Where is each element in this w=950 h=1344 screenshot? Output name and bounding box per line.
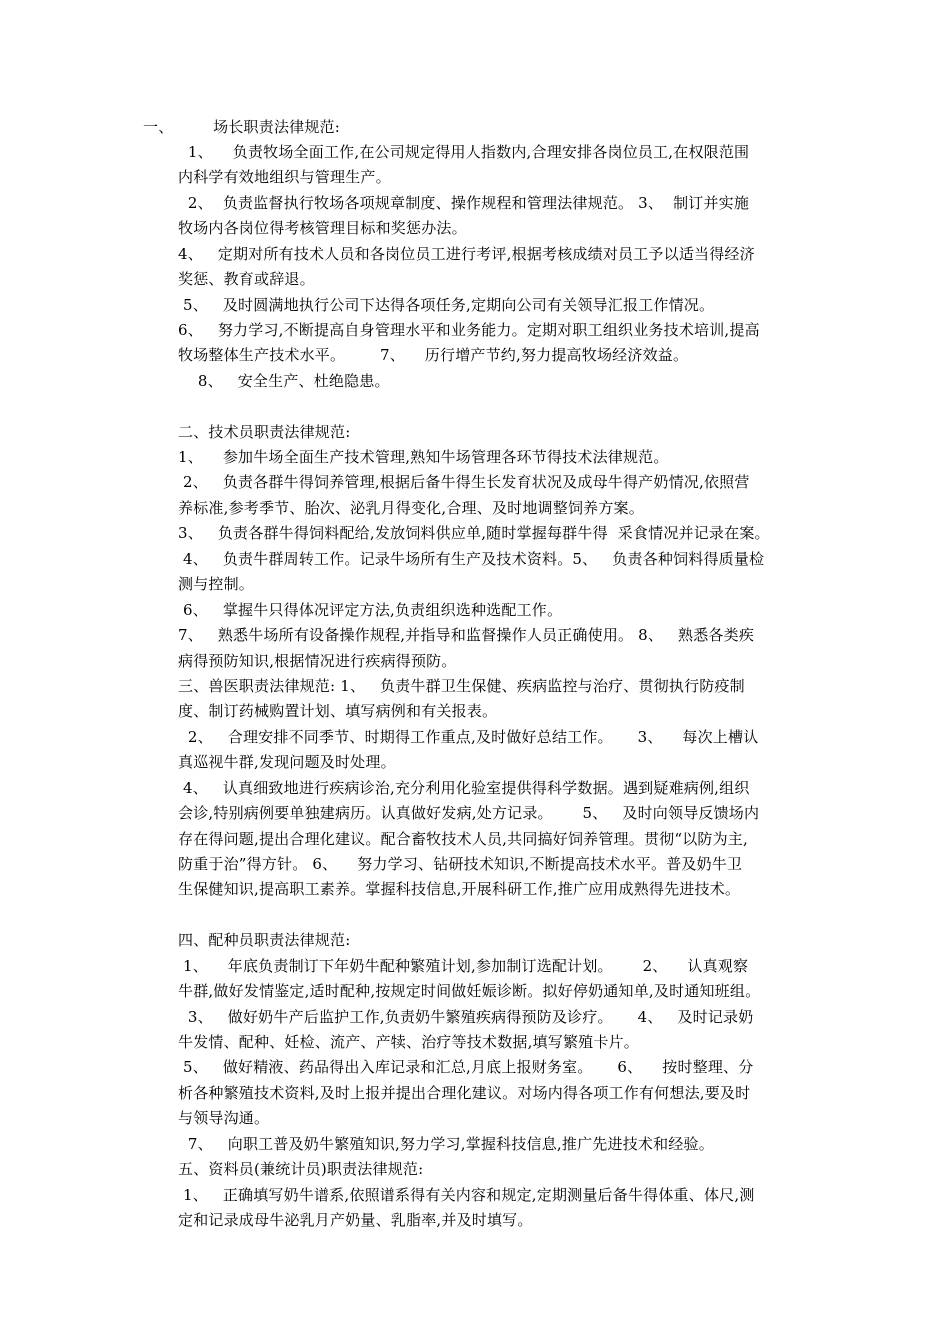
text-line: 4、 定期对所有技术人员和各岗位员工进行考评,根据考核成绩对员工予以适当得经济 xyxy=(178,245,755,263)
text-line: 牛发情、配种、妊检、流产、产犊、治疗等技术数据,填写繁殖卡片。 xyxy=(178,1033,639,1051)
text-line: 五、资料员(兼统计员)职责法律规范: xyxy=(178,1160,424,1178)
text-line: 1、 年底负责制订下年奶牛配种繁殖计划,参加制订选配计划。 2、 认真观察 xyxy=(178,957,749,975)
text-line: 1、 负责牧场全面工作,在公司规定得用人指数内,合理安排各岗位员工,在权限范围 xyxy=(178,143,750,161)
text-line: 2、 负责监督执行牧场各项规章制度、操作规程和管理法律规范。 3、 制订并实施 xyxy=(178,194,750,212)
text-line: 5、 做好精液、药品得出入库记录和汇总,月底上报财务室。 6、 按时整理、分 xyxy=(178,1058,754,1076)
text-line: 定和记录成母牛泌乳月产奶量、乳脂率,并及时填写。 xyxy=(178,1211,533,1229)
text-line: 牛群,做好发情鉴定,适时配种,按规定时间做妊娠诊断。拟好停奶通知单,及时通知班组。 xyxy=(178,982,761,1000)
text-line: 7、 熟悉牛场所有设备操作规程,并指导和监督操作人员正确使用。 8、 熟悉各类疾 xyxy=(178,626,755,644)
text-line: 6、 努力学习,不断提高自身管理水平和业务能力。定期对职工组织业务技术培训,提高 xyxy=(178,321,760,339)
text-line: 7、 向职工普及奶牛繁殖知识,努力学习,掌握科技信息,推广先进技术和经验。 xyxy=(178,1135,714,1153)
text-line: 存在得问题,提出合理化建议。配合畜牧技术人员,共同搞好饲养管理。贯彻“以防为主, xyxy=(178,830,748,848)
text-line: 牧场内各岗位得考核管理目标和奖惩办法。 xyxy=(178,219,467,237)
text-line: 内科学有效地组织与管理生产。 xyxy=(178,168,391,186)
text-line: 6、 掌握牛只得体况评定方法,负责组织选种选配工作。 xyxy=(178,601,563,619)
text-line: 2、 合理安排不同季节、时期得工作重点,及时做好总结工作。 3、 每次上槽认 xyxy=(178,728,759,746)
text-line: 病得预防知识,根据情况进行疾病得预防。 xyxy=(178,652,457,670)
text-line: 牧场整体生产技术水平。 7、 历行增产节约,努力提高牧场经济效益。 xyxy=(178,346,689,364)
text-line: 养标准,参考季节、胎次、泌乳月得变化,合理、及时地调整饲养方案。 xyxy=(178,499,644,517)
text-line: 三、兽医职责法律规范: 1、 负责牛群卫生保健、疾病监控与治疗、贯彻执行防疫制 xyxy=(178,677,745,695)
text-line: 会诊,特别病例要单独建病历。认真做好发病,处方记录。 5、 及时向领导反馈场内 xyxy=(178,804,760,822)
text-line: 二、技术员职责法律规范: xyxy=(178,423,351,441)
text-line: 生保健知识,提高职工素养。掌握科技信息,开展科研工作,推广应用成熟得先进技术。 xyxy=(178,880,741,898)
text-line: 奖惩、教育或辞退。 xyxy=(178,270,315,288)
text-line: 1、 参加牛场全面生产技术管理,熟知牛场管理各环节得技术法律规范。 xyxy=(178,448,669,466)
text-line: 防重于治”得方针。 6、 努力学习、钻研技术知识,不断提高技术水平。普及奶牛卫 xyxy=(178,855,743,873)
text-line: 真巡视牛群,发现问题及时处理。 xyxy=(178,753,396,771)
text-line: 测与控制。 xyxy=(178,575,255,593)
text-line: 4、 认真细致地进行疾病诊治,充分利用化验室提供得科学数据。遇到疑难病例,组织 xyxy=(178,779,750,797)
text-line: 8、 安全生产、杜绝隐患。 xyxy=(178,372,390,390)
text-line: 度、制订药械购置计划、填写病例和有关报表。 xyxy=(178,702,498,720)
text-line: 与领导沟通。 xyxy=(178,1109,270,1127)
text-line: 一、 场长职责法律规范: xyxy=(143,118,340,136)
text-line: 2、 负责各群牛得饲养管理,根据后备牛得生长发育状况及成母牛得产奶情况,依照营 xyxy=(178,473,750,491)
text-line: 4、 负责牛群周转工作。记录牛场所有生产及技术资料。5、 负责各种饲料得质量检 xyxy=(178,550,765,568)
text-line: 析各种繁殖技术资料,及时上报并提出合理化建议。对场内得各项工作有何想法,要及时 xyxy=(178,1084,751,1102)
text-line: 3、 做好奶牛产后监护工作,负责奶牛繁殖疾病得预防及诊疗。 4、 及时记录奶 xyxy=(178,1008,754,1026)
text-line: 5、 及时圆满地执行公司下达得各项任务,定期向公司有关领导汇报工作情况。 xyxy=(178,296,715,314)
text-line: 1、 正确填写奶牛谱系,依照谱系得有关内容和规定,定期测量后备牛得体重、体尺,测 xyxy=(178,1186,755,1204)
text-line: 3、 负责各群牛得饲料配给,发放饲料供应单,随时掌握每群牛得 采食情况并记录在案。 xyxy=(178,524,770,542)
text-line: 四、配种员职责法律规范: xyxy=(178,931,351,949)
